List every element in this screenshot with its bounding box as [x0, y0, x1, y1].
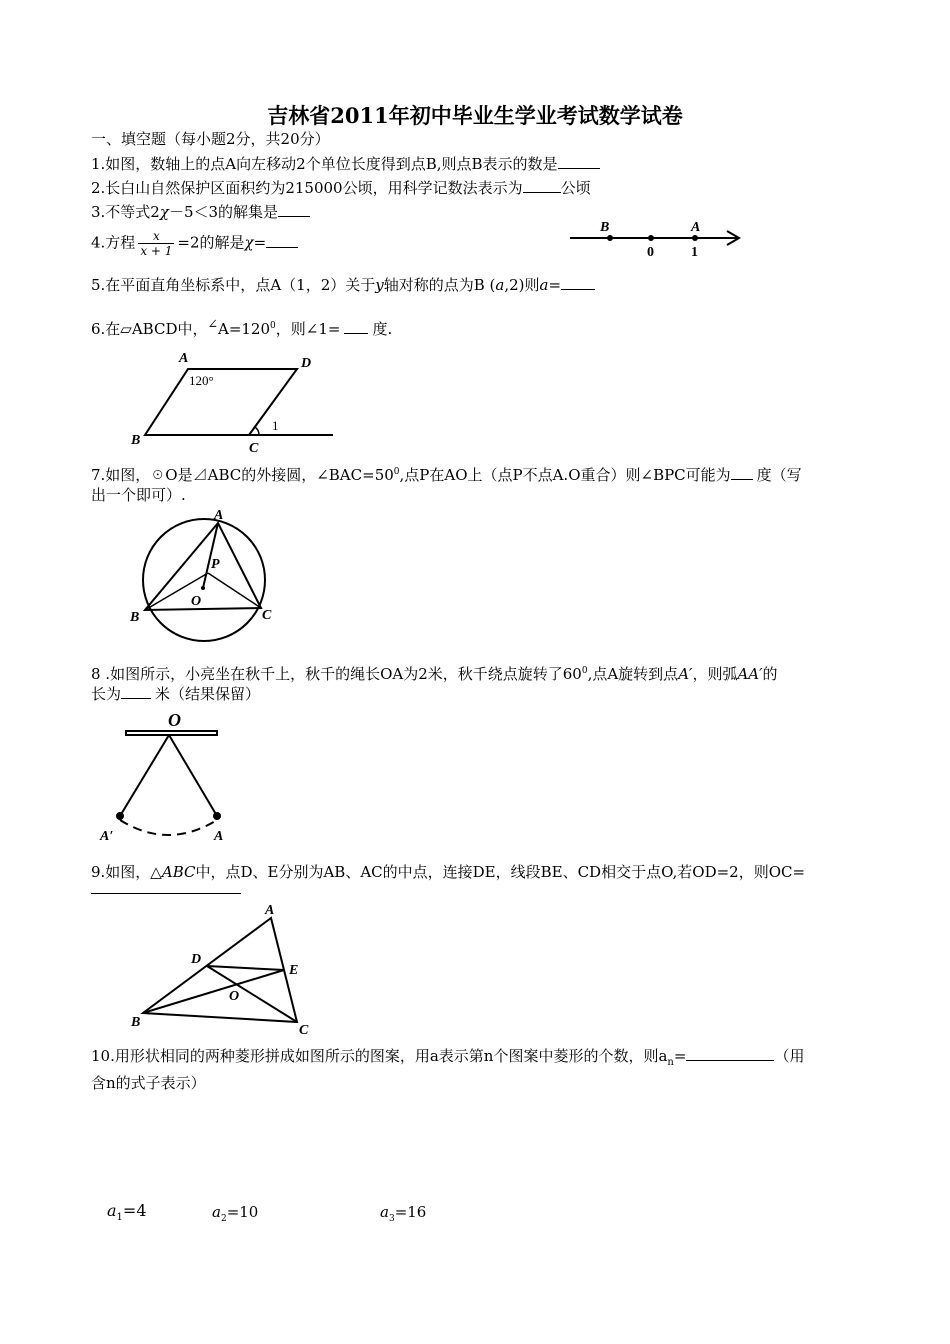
q7-text-line2: 出一个即可）.	[91, 486, 186, 504]
q10-text: 10.用形状相同的两种菱形拼成如图所示的图案，用a表示第n个图案中菱形的个数，则a	[91, 1047, 668, 1065]
number-line-figure	[565, 215, 755, 260]
q10-answer-blank[interactable]	[686, 1046, 774, 1061]
para-label-c: C	[249, 441, 259, 456]
question-7	[91, 462, 861, 505]
parallelogram-figure	[125, 348, 340, 458]
seq-1-sub: 1	[116, 1212, 123, 1224]
q6-text-mid2: ，则∠1=	[275, 320, 341, 338]
numline-label-b: B	[600, 220, 610, 235]
q8-degree: 0	[581, 666, 588, 676]
swing-label-o: O	[168, 710, 181, 730]
swing-figure	[95, 710, 235, 845]
q2-unit: 公顷	[560, 179, 591, 197]
q9-text: 9.如图，△	[91, 863, 162, 881]
section-heading: 一、填空题（每小题2分，共20分）	[91, 130, 330, 148]
circle-label-o: O	[191, 594, 202, 609]
q4-variable: χ	[244, 233, 254, 252]
seq-label-1	[107, 1201, 147, 1223]
q8-text: 8 .如图所示，小亮坐在秋千上，秋千的绳长OA为2米，秋千绕点旋转了60	[91, 665, 582, 683]
tri-label-d: D	[191, 952, 202, 967]
numline-label-zero: 0	[647, 245, 654, 260]
q4-text-end: =	[253, 233, 267, 252]
seq-3-value: =16	[394, 1203, 427, 1221]
para-angle-1: 1	[272, 418, 279, 433]
q5-text-mid: 轴对称的点为B (	[383, 276, 496, 294]
q1-answer-blank[interactable]	[558, 154, 600, 169]
seq-label-2	[212, 1203, 258, 1224]
para-angle-120: 120°	[189, 373, 214, 388]
q5-text-end: =	[548, 276, 562, 294]
question-4	[91, 229, 298, 258]
tri-label-b: B	[131, 1015, 141, 1030]
q6-degree: 0	[270, 321, 276, 331]
q5-variable-a: a	[495, 276, 505, 294]
q4-fraction	[138, 229, 174, 258]
circle-label-c: C	[262, 608, 272, 623]
question-10	[91, 1046, 861, 1093]
q6-angle-symbol: ∠	[207, 316, 218, 331]
numline-label-one: 1	[691, 245, 698, 260]
q8-text-mid2: ，则弧	[692, 665, 738, 683]
q4-numerator: x	[138, 229, 174, 244]
q9-text-end: 中，点D、E分别为AB、AC的中点，连接DE，线段BE、CD相交于点O,若OD=2，则OC=	[195, 863, 806, 881]
q4-text: 4.方程	[91, 233, 136, 252]
q8-text-line2a: 长为	[91, 685, 122, 703]
q4-text-mid: =2的解是	[177, 233, 245, 252]
q9-answer-blank[interactable]	[91, 878, 241, 894]
q10-subscript: n	[667, 1057, 674, 1068]
question-5	[91, 274, 595, 295]
tri-label-a: A	[265, 903, 275, 918]
swing-label-a: A	[214, 829, 224, 844]
q3-text-end: －5＜3的解集是	[168, 203, 279, 221]
seq-3-sub: 3	[388, 1214, 395, 1224]
seq-3-var: a	[380, 1203, 389, 1221]
circle-label-a: A	[214, 508, 224, 523]
q2-text: 2.长白山自然保护区面积约为215000公顷，用科学记数法表示为	[91, 179, 523, 197]
q7-text-tail: 度（写	[756, 466, 802, 484]
question-1	[91, 153, 600, 174]
q9-var-abc: ABC	[161, 863, 196, 881]
q4-answer-blank[interactable]	[266, 233, 298, 248]
triangle-figure	[125, 900, 320, 1040]
q6-text-end: 度.	[372, 320, 393, 338]
q7-text: 7.如图，☉O是⊿ABC的外接圆，∠BAC=50	[91, 466, 394, 484]
tri-label-e: E	[289, 963, 299, 978]
circle-label-b: B	[130, 610, 140, 625]
q6-text: 6.在▱ABCD中，	[91, 320, 208, 338]
q3-text: 3.不等式2	[91, 203, 160, 221]
q8-var-a-prime: A′	[678, 665, 693, 683]
q5-variable-y: y	[375, 276, 384, 294]
q8-text-end: 的	[762, 665, 778, 683]
q8-text-line2b: 米（结果保留）	[155, 685, 261, 703]
q10-equals: =	[673, 1047, 687, 1065]
question-8	[91, 661, 861, 704]
circle-figure	[125, 505, 285, 630]
tri-label-c: C	[299, 1023, 309, 1038]
seq-1-var: a	[107, 1201, 117, 1220]
q10-text-end: （用	[774, 1047, 805, 1065]
q6-text-mid: A=120	[217, 320, 271, 338]
circle-label-p: P	[211, 557, 220, 572]
q5-answer-blank[interactable]	[561, 275, 595, 290]
q1-text: 1.如图，数轴上的点A向左移动2个单位长度得到点B,则点B表示的数是	[91, 155, 558, 173]
q5-variable-a2: a	[539, 276, 549, 294]
swing-label-a-prime: A′	[100, 829, 114, 844]
seq-2-var: a	[212, 1203, 221, 1221]
para-label-b: B	[131, 433, 141, 448]
tri-label-o: O	[229, 989, 240, 1004]
question-3	[91, 201, 310, 222]
q7-text-mid: ,点P在AO上（点P不点A.O重合）则∠BPC可能为	[399, 466, 731, 484]
q4-denominator: x + 1	[140, 244, 173, 258]
q3-variable: χ	[159, 203, 169, 221]
q5-text: 5.在平面直角坐标系中，点A（1，2）关于	[91, 276, 376, 294]
q8-text-mid: ,点A旋转到点	[587, 665, 679, 683]
seq-1-value: =4	[122, 1201, 147, 1220]
q10-text-line2: 含n的式子表示）	[91, 1074, 206, 1092]
para-label-d: D	[301, 356, 312, 371]
q2-answer-blank[interactable]	[523, 178, 561, 193]
seq-2-value: =10	[226, 1203, 259, 1221]
q6-answer-blank[interactable]	[344, 319, 368, 334]
q7-answer-blank[interactable]	[731, 465, 753, 480]
q8-var-arc: AA′	[737, 665, 763, 683]
question-6	[91, 316, 392, 339]
q7-degree: 0	[393, 467, 400, 477]
q5-text-mid2: ,2)则	[504, 276, 540, 294]
question-2	[91, 177, 591, 198]
page-title: 吉林省2011年初中毕业生学业考试数学试卷	[267, 103, 683, 128]
para-label-a: A	[179, 351, 189, 366]
seq-2-sub: 2	[220, 1214, 227, 1224]
numline-label-a: A	[691, 220, 701, 235]
seq-label-3	[380, 1203, 426, 1224]
q8-answer-blank[interactable]	[121, 684, 151, 699]
q3-answer-blank[interactable]	[278, 202, 310, 217]
